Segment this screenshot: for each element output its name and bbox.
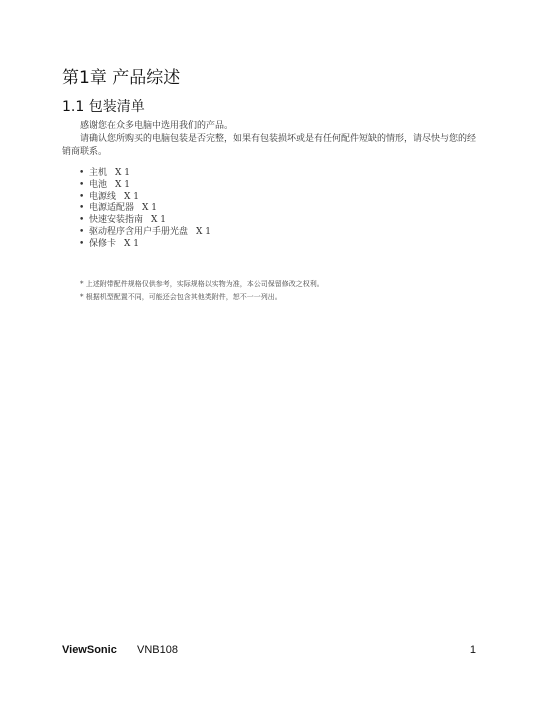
bullet-icon: •	[79, 226, 85, 237]
item-quantity: X 1	[196, 226, 212, 237]
item-quantity: X 1	[124, 191, 140, 202]
intro-paragraph: 感谢您在众多电脑中选用我们的产品。	[80, 121, 234, 131]
item-name: 驱动程序含用户手册光盘	[89, 226, 189, 237]
list-item	[79, 203, 211, 215]
configuration-note: * 根据机型配置不同，可能还会包含其他类附件，恕不一一列出。	[80, 293, 282, 301]
list-item	[79, 215, 211, 227]
bullet-icon: •	[79, 168, 85, 178]
bullet-icon: •	[79, 191, 85, 202]
item-name: 主机	[89, 168, 108, 178]
page-number: 1	[469, 644, 476, 656]
check-package-paragraph: 请确认您所购买的电脑包装是否完整，如果有包装损坏或是有任何配件短缺的情形，请尽快与您的经销商联系。	[62, 134, 477, 157]
item-quantity: X 1	[124, 238, 140, 249]
package-contents-list	[79, 168, 211, 251]
bullet-icon: •	[79, 238, 85, 249]
item-quantity: X 1	[115, 179, 131, 190]
bullet-icon: •	[79, 203, 85, 214]
list-item	[79, 227, 211, 239]
section-title: 1.1 包装清单	[62, 99, 145, 115]
chapter-title: 第1章 产品综述	[62, 68, 181, 88]
list-item	[79, 168, 211, 180]
item-name: 电源线	[89, 191, 117, 202]
footer-model: VNB108	[137, 644, 178, 656]
bullet-icon: •	[79, 215, 85, 226]
bullet-icon: •	[79, 179, 85, 190]
list-item	[79, 239, 211, 251]
list-item	[79, 192, 211, 204]
item-quantity: X 1	[142, 203, 158, 214]
item-quantity: X 1	[115, 168, 131, 178]
accessory-spec-note: * 上述附带配件规格仅供参考，实际规格以实物为准，本公司保留修改之权利。	[80, 280, 324, 288]
item-quantity: X 1	[151, 215, 167, 226]
item-name: 快速安装指南	[89, 215, 144, 226]
item-name: 保修卡	[89, 238, 117, 249]
list-item	[79, 180, 211, 192]
item-name: 电源适配器	[89, 203, 135, 214]
item-name: 电池	[89, 179, 108, 190]
footer-brand: ViewSonic	[62, 644, 117, 656]
